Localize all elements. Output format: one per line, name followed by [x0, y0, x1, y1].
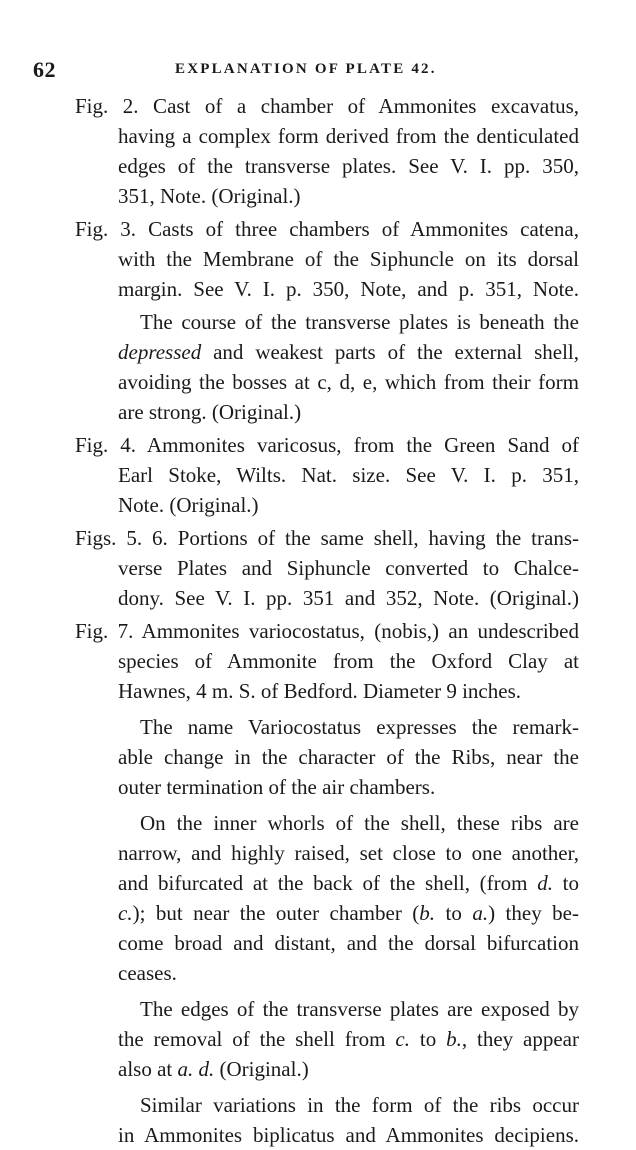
text-line — [118, 868, 579, 898]
running-head — [33, 57, 593, 83]
figure-entry-fig-7 — [0, 616, 636, 1150]
text-line: Fig. 7. Ammonites variocostatus, (nobis,) an undescribed — [75, 619, 579, 643]
text-line-part: to — [409, 1027, 447, 1051]
text-line-part: also at — [118, 1057, 178, 1081]
text-line: Similar variations in the form of the ribs occur — [140, 1093, 579, 1117]
text-line: in Ammonites biplicatus and Ammonites decipiens. — [118, 1123, 579, 1147]
text-line: The name Variocostatus expresses the remark- — [140, 715, 579, 739]
italic-word: c. — [395, 1027, 410, 1051]
text-line: having a complex form derived from the denticulated — [118, 124, 579, 148]
page-number: 62 — [33, 57, 56, 82]
text-line — [118, 1024, 579, 1054]
italic-word: d. — [537, 871, 553, 895]
text-line-part: and bifurcated at the back of the shell, (from — [118, 871, 538, 895]
text-line: able change in the character of the Ribs, near the — [118, 745, 579, 769]
text-line — [118, 898, 579, 928]
text-line: Hawnes, 4 m. S. of Bedford. Diameter 9 inches. — [118, 679, 521, 703]
text-line: 351, Note. (Original.) — [118, 184, 301, 208]
text-line: Fig. 4. Ammonites varicosus, from the Green Sand of — [75, 433, 579, 457]
italic-word: b. — [419, 901, 436, 925]
text-line: On the inner whorls of the shell, these ribs are — [140, 811, 579, 835]
text-line-rest: and weakest parts of the external shell, — [201, 340, 579, 364]
page-title: EXPLANATION OF PLATE 42. — [175, 61, 437, 77]
italic-word: a. — [472, 901, 489, 925]
paragraph — [0, 712, 636, 802]
text-line: come broad and distant, and the dorsal bifurcation — [118, 931, 579, 955]
text-line: ceases. — [118, 961, 177, 985]
text-line: Fig. 2. Cast of a chamber of Ammonites excavatus, — [75, 94, 579, 118]
text-line: Fig. 3. Casts of three chambers of Ammonites catena, — [75, 217, 579, 241]
text-line-part: ); but near the outer chamber ( — [132, 901, 420, 925]
text-line-part: (Original.) — [214, 1057, 309, 1081]
text-line-part: , they appear — [461, 1027, 579, 1051]
paragraph — [0, 1090, 636, 1150]
text-line: narrow, and highly raised, set close to one another, — [118, 841, 579, 865]
text-line-part: the removal of the shell from — [118, 1027, 396, 1051]
figure-entry-fig-2 — [0, 91, 636, 211]
text-line-part: ) they be- — [488, 901, 579, 925]
text-line: are strong. (Original.) — [118, 400, 302, 424]
text-line: The edges of the transverse plates are exposed by — [140, 997, 579, 1021]
paragraph — [0, 808, 636, 988]
text-line-part: to — [552, 871, 580, 895]
text-line: The course of the transverse plates is beneath the — [140, 310, 579, 334]
italic-word: c. — [118, 901, 133, 925]
text-line: edges of the transverse plates. See V. I. pp. 350, — [118, 154, 579, 178]
text-line: dony. See V. I. pp. 351 and 352, Note. (Original.) — [118, 586, 579, 610]
paragraph — [0, 307, 636, 427]
text-line: verse Plates and Siphuncle converted to Chalce- — [118, 556, 579, 580]
figure-entry-figs-5-6 — [0, 523, 636, 613]
paragraph — [0, 994, 636, 1084]
text-line: Note. (Original.) — [118, 493, 259, 517]
text-line: with the Membrane of the Siphuncle on its dorsal — [118, 247, 579, 271]
text-line — [118, 337, 579, 367]
figure-entry-fig-4 — [0, 430, 636, 520]
italic-word: depressed — [118, 340, 202, 364]
text-line: avoiding the bosses at c, d, e, which from their form — [118, 370, 579, 394]
italic-word: a. d. — [177, 1057, 215, 1081]
plate-explanation-text — [0, 91, 636, 1150]
italic-word: b. — [446, 1027, 462, 1051]
text-line-part: to — [435, 901, 473, 925]
figure-entry-fig-3 — [0, 214, 636, 427]
text-line: Earl Stoke, Wilts. Nat. size. See V. I. p. 351, — [118, 463, 579, 487]
text-line: outer termination of the air chambers. — [118, 775, 436, 799]
text-line — [118, 1054, 579, 1084]
text-line: Figs. 5. 6. Portions of the same shell, having the trans- — [75, 526, 579, 550]
text-line: margin. See V. I. p. 350, Note, and p. 351, Note. — [118, 277, 579, 301]
text-line: species of Ammonite from the Oxford Clay at — [118, 649, 579, 673]
